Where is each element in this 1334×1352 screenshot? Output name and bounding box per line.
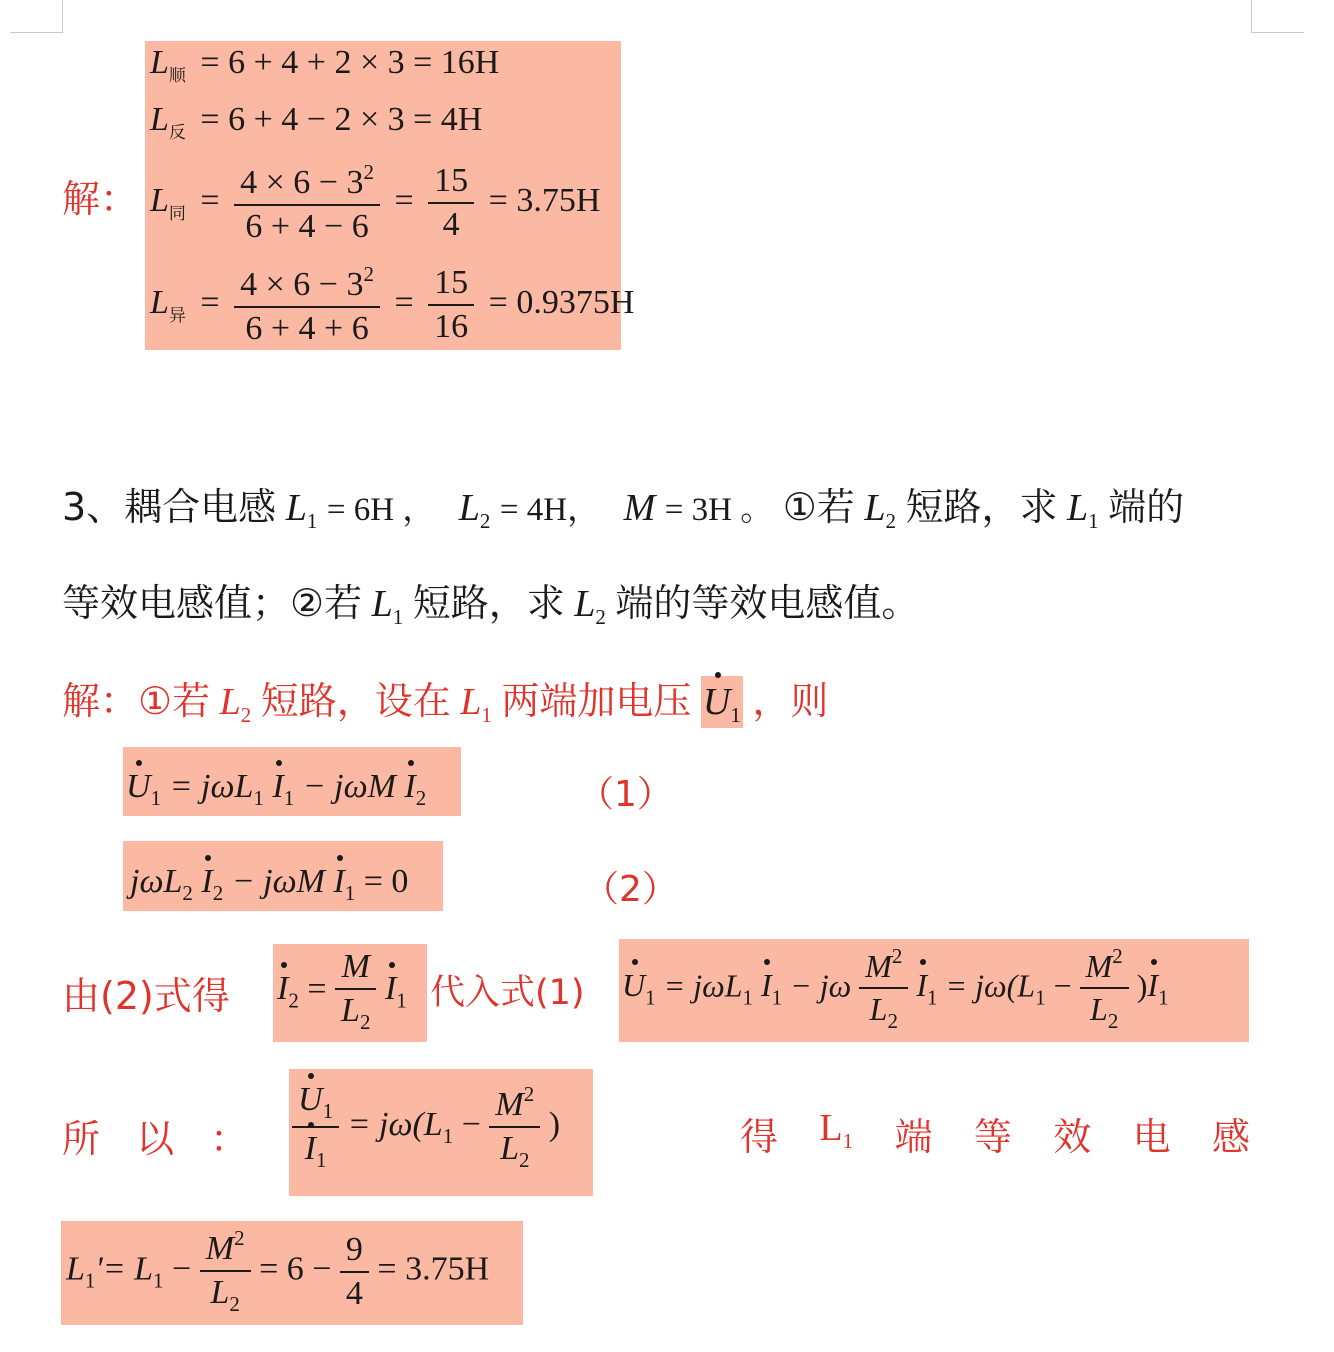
terminal-text: 端的等效电感值。 [615,581,920,625]
fraction-denominator: L [210,1274,230,1311]
result-value: = 3.75H [377,1250,490,1288]
l2-symbol: L [458,487,480,529]
term: − jωM [231,863,325,900]
u-phasor-symbol: U [298,1081,323,1118]
fraction-denominator: 4 [345,1274,363,1312]
fraction-numerator: M [495,1085,524,1123]
equals-sign: = [394,181,414,219]
fraction-numerator: 4 × 6 − 3 [240,164,364,201]
i-phasor-symbol: I [404,768,416,805]
fraction-numeric [234,160,380,246]
u-phasor-symbol: U [622,967,646,1004]
fraction-numeric [234,262,380,348]
term: jωL [130,863,183,900]
l-symbol: L [819,1107,843,1149]
subscript: 2 [182,881,193,905]
l-symbol: L [150,283,169,321]
i-phasor-symbol: I [201,863,213,900]
term: = jωL [169,768,254,805]
equation-1-number: （1） [578,774,673,815]
fraction-m-over-l2 [335,948,376,1035]
u-phasor-symbol: U [702,681,731,723]
close-paren: ) [548,1105,561,1143]
minus-sign: − [461,1105,481,1143]
solution-2-label: 解：①若 [62,679,211,723]
subscript: 1 [253,786,264,810]
terminal-text: 端的 [1108,485,1185,529]
i-phasor-symbol: I [916,967,928,1004]
subscript: 2 [595,605,606,629]
u1-expression [622,944,1169,1034]
equals-sign: = [307,970,327,1008]
exponent: 2 [363,160,374,184]
term: '= L [95,1250,154,1288]
intro-text: 短路，设在 [260,679,451,723]
l2-value: = 4H， [499,492,601,528]
fraction-denominator: L [869,991,888,1027]
subscript: 1 [771,985,783,1010]
subscript: 2 [1107,1009,1119,1033]
term: = 0 [363,863,409,900]
l1-symbol: L [460,681,482,723]
subscript: 1 [927,985,938,1010]
subscript: 2 [887,1009,898,1033]
subscript: 1 [322,1099,334,1123]
tail-char: 电 [1132,1115,1171,1159]
equation-2 [130,863,408,906]
equals-sign: = [200,181,220,219]
fraction-denominator: 4 [442,206,460,243]
exponent: 2 [363,262,374,286]
l2-symbol: L [864,487,886,529]
series-aiding-row [150,44,499,86]
i-phasor-symbol: I [277,970,289,1008]
term: − jω [790,967,852,1004]
subscript: 2 [415,786,427,810]
result-value: = 3.75H [488,181,601,219]
subscript: 2 [885,509,896,533]
fraction-numerator: M [1085,948,1113,984]
series-aiding-expr: = 6 + 4 + 2 × 3 = 16H [200,44,500,81]
fraction-numerator: 4 × 6 − 3 [240,266,364,303]
case-1-text: ①若 [782,485,855,529]
l1-symbol: L [371,583,393,625]
close-paren: ) [1136,967,1148,1004]
minus-sign: − [1053,967,1072,1004]
l-symbol: L [150,181,169,219]
tail-char: 效 [1053,1115,1092,1159]
fraction-m2-over-l2 [859,944,908,1034]
l1-value: = 6H ， [326,492,436,528]
fraction-u1-over-i1 [292,1081,339,1173]
problem-3-line-2 [62,572,919,630]
i-phasor-symbol: I [304,1130,316,1167]
fraction-numerator: M [205,1230,235,1267]
u-phasor-symbol: U [126,768,151,805]
therefore-label: 所 以 ： [62,1117,249,1161]
intro-text: 两端加电压 [501,679,692,723]
l2-symbol: L [219,681,241,723]
m-symbol: M [623,487,656,529]
tail-char: 感 [1211,1115,1250,1159]
fraction-9-over-4 [340,1231,369,1313]
fraction-numerator: M [335,948,376,990]
l-symbol: L [150,44,169,81]
l-symbol: L [66,1250,85,1288]
subscript: 1 [1088,509,1099,533]
subscript: 1 [315,1148,327,1172]
subscript: 1 [344,881,356,905]
series-opposing-expr: = 6 + 4 − 2 × 3 = 4H [200,101,483,138]
derive-prefix: 由(2)式得 [62,974,230,1018]
exponent: 2 [891,944,903,968]
fraction-simplified [428,162,474,244]
subscript: 1 [150,786,162,810]
fraction-numerator: 15 [428,264,474,306]
subscript: 1 [306,509,318,533]
subscript-tong: 同 [168,203,186,224]
i-phasor-symbol: I [384,970,397,1008]
subscript: 2 [240,703,252,727]
l1-symbol: L [285,487,307,529]
subscript: 2 [479,509,491,533]
i-phasor-symbol: I [760,967,772,1004]
i-phasor-symbol: I [333,863,345,900]
fraction-numerator: M [865,948,892,984]
subscript-shun: 顺 [168,66,186,86]
subscript: 1 [742,985,753,1010]
voltage-u1-highlight [701,676,743,728]
subscript-yi: 异 [168,305,186,326]
fraction-m2-over-l2 [200,1226,251,1317]
intro-text: ，则 [752,679,829,723]
i2-expression [277,948,407,1035]
substitute-text: 代入式(1) [430,973,585,1013]
final-result [66,1226,489,1317]
subscript: 1 [442,1123,454,1148]
tail-char: 等 [973,1115,1012,1159]
result-value: = 0.9375H [488,283,635,321]
fraction-denominator: 16 [434,308,469,345]
fraction-denominator: L [341,992,360,1029]
term: = 6 − [259,1250,332,1288]
crop-mark-top-left [10,0,63,33]
subscript: 1 [392,605,404,629]
subscript: 1 [481,703,492,727]
parallel-same-row [150,160,600,246]
fraction-m2-over-l2 [489,1082,540,1173]
fraction-denominator: 6 + 4 − 6 [245,208,369,245]
equals-sign: = [394,283,414,321]
tail-char: 端 [894,1115,933,1159]
fraction-numerator: 15 [428,162,474,204]
l-symbol: L [150,101,169,138]
term: = jωL [663,967,743,1004]
equals-sign: = [200,283,220,321]
exponent: 2 [1112,944,1123,968]
i-phasor-symbol: I [272,768,284,805]
tail-char: 得 [740,1115,779,1159]
subscript: 2 [359,1010,371,1034]
solution-label: 解： [62,177,139,221]
fraction-denominator: L [1090,991,1108,1027]
therefore-tail [740,1106,1250,1161]
subscript: 2 [212,881,224,905]
tail-l1 [819,1106,853,1161]
ratio-expression [292,1081,560,1173]
subscript: 1 [153,1268,164,1293]
l1-symbol: L [1066,487,1089,529]
subscript-fan: 反 [168,123,186,143]
subscript: 1 [1158,985,1169,1010]
l2-symbol: L [574,583,596,625]
crop-mark-top-right [1251,0,1304,33]
subscript: 2 [288,988,299,1013]
subscript: 2 [519,1147,530,1172]
parallel-opposite-row [150,262,634,348]
fraction-m2-over-l2 [1080,944,1129,1034]
fraction-simplified [428,264,474,346]
line-2-text: 等效电感值；②若 [62,581,363,625]
solution-2-intro [62,670,828,728]
exponent: 2 [523,1081,535,1106]
equation-2-number: （2） [583,869,678,910]
series-opposing-row [150,101,482,143]
problem-3-line-1 [62,476,1184,534]
minus-sign: − [172,1250,192,1288]
short-text: 短路，求 [412,581,565,625]
term: = jω(L [945,967,1036,1004]
subscript: 1 [1035,985,1046,1010]
fraction-numerator: 9 [340,1231,369,1273]
subscript: 1 [645,985,656,1010]
short-text: 短路，求 [905,485,1058,529]
term: − jωM [302,768,396,805]
subscript: 1 [396,988,407,1013]
problem-3-prefix: 3、耦合电感 [62,485,277,529]
equation-1 [126,768,426,811]
m-value: = 3H 。 [664,492,774,528]
subscript: 1 [283,786,295,810]
subscript: 1 [84,1268,96,1293]
subscript: 2 [229,1292,240,1316]
subscript: 1 [730,703,741,727]
fraction-denominator: L [500,1129,520,1167]
subscript: 1 [842,1129,854,1153]
exponent: 2 [234,1226,245,1250]
fraction-denominator: 6 + 4 + 6 [245,310,369,347]
term: = jω(L [347,1105,443,1143]
i-phasor-symbol: I [1147,967,1159,1004]
